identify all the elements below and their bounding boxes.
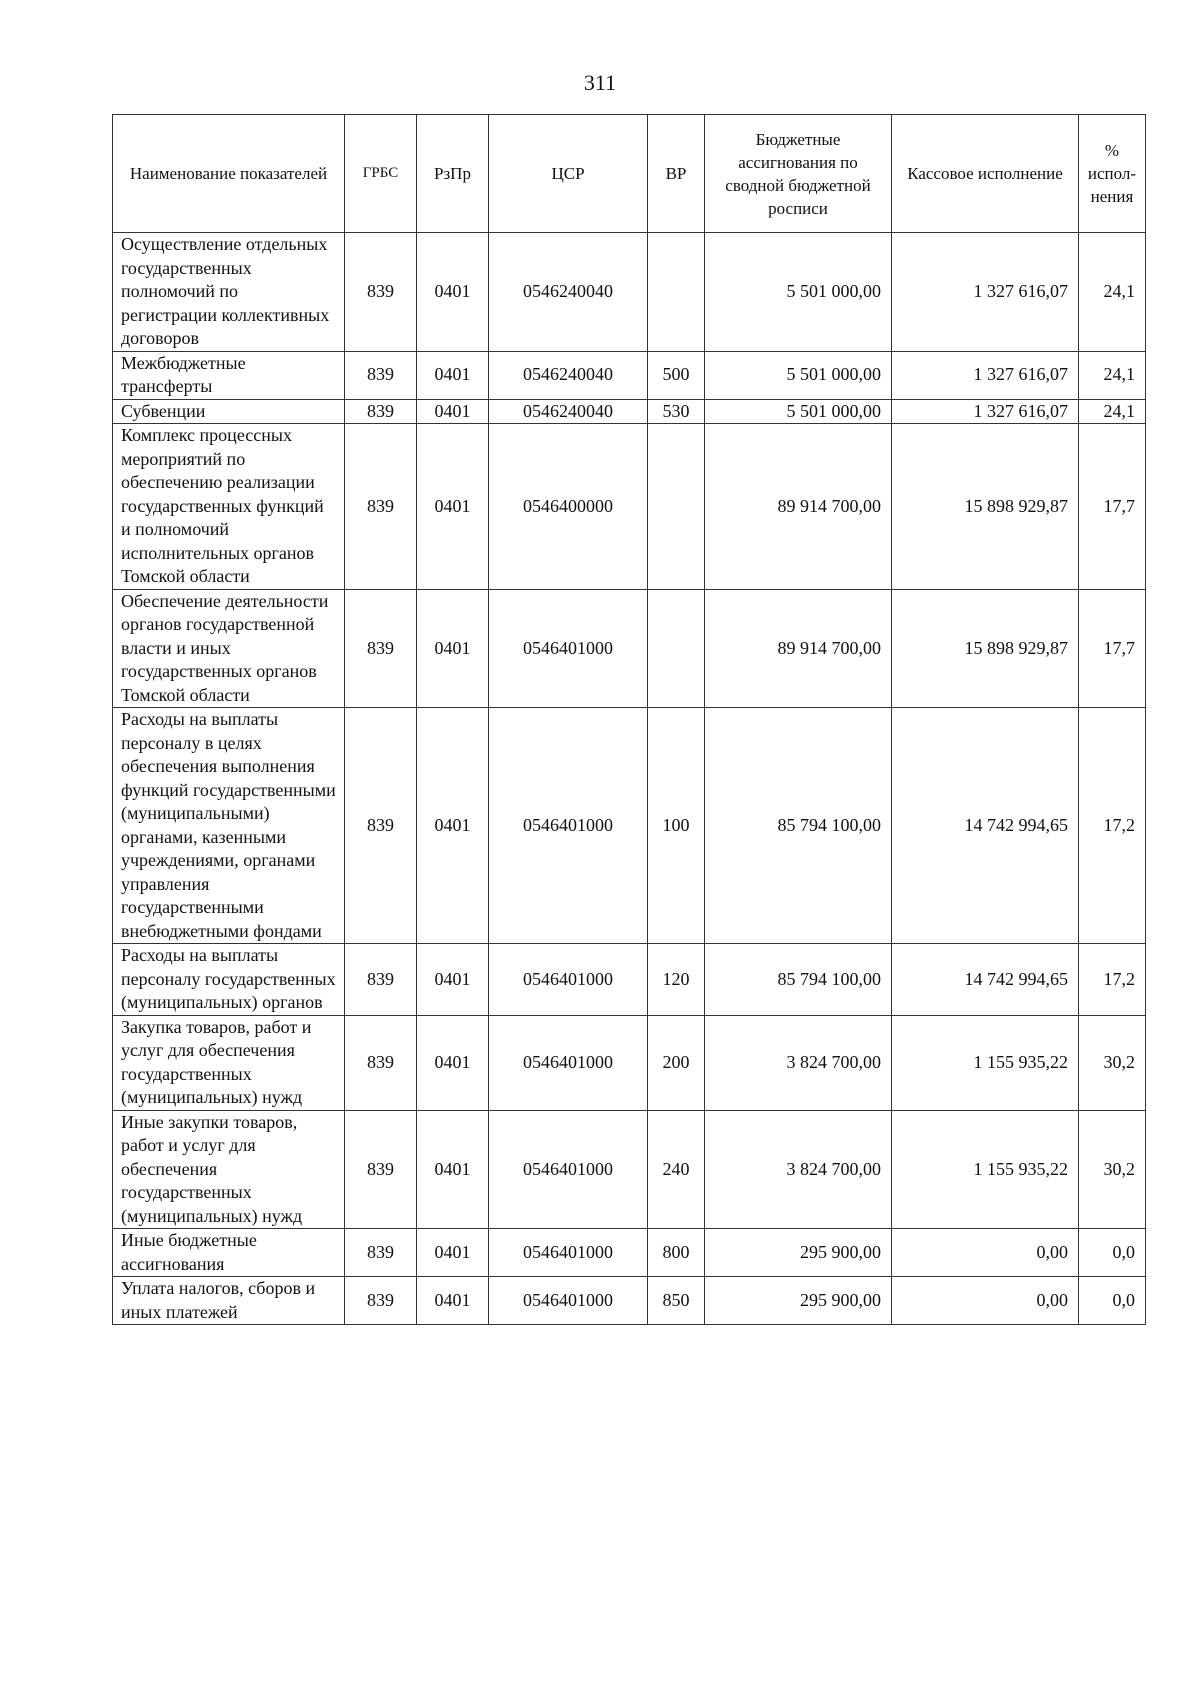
cell-cash: 0,00 bbox=[892, 1277, 1079, 1325]
cell-percent: 24,1 bbox=[1079, 233, 1146, 352]
cell-cash: 15 898 929,87 bbox=[892, 589, 1079, 708]
cell-csr: 0546401000 bbox=[489, 1110, 648, 1229]
cell-cash: 1 327 616,07 bbox=[892, 233, 1079, 352]
cell-name: Комплекс процессных мероприятий по обеспечению реализации государственных функций и полномочий исполнительных органов Томской области bbox=[113, 424, 345, 590]
cell-csr: 0546401000 bbox=[489, 944, 648, 1016]
table-row bbox=[113, 399, 1146, 424]
cell-cash: 1 327 616,07 bbox=[892, 351, 1079, 399]
cell-percent: 30,2 bbox=[1079, 1110, 1146, 1229]
cell-grbs: 839 bbox=[345, 1110, 417, 1229]
cell-name: Расходы на выплаты персоналу в целях обеспечения выполнения функций государственными (муниципальными) органами, казенными учреждениями, органами управления государственными внебюджетными фондами bbox=[113, 708, 345, 944]
cell-csr: 0546240040 bbox=[489, 399, 648, 424]
cell-rzpr: 0401 bbox=[417, 233, 489, 352]
header-row bbox=[113, 115, 1146, 233]
cell-grbs: 839 bbox=[345, 944, 417, 1016]
cell-rzpr: 0401 bbox=[417, 1277, 489, 1325]
header-cash: Кассовое исполнение bbox=[892, 115, 1079, 233]
cell-cash: 0,00 bbox=[892, 1229, 1079, 1277]
cell-grbs: 839 bbox=[345, 1015, 417, 1110]
header-grbs: ГРБС bbox=[345, 115, 417, 233]
header-csr: ЦСР bbox=[489, 115, 648, 233]
cell-rzpr: 0401 bbox=[417, 1229, 489, 1277]
cell-cash: 15 898 929,87 bbox=[892, 424, 1079, 590]
cell-budget: 295 900,00 bbox=[705, 1277, 892, 1325]
cell-vr: 120 bbox=[648, 944, 705, 1016]
cell-rzpr: 0401 bbox=[417, 708, 489, 944]
cell-grbs: 839 bbox=[345, 708, 417, 944]
cell-vr bbox=[648, 589, 705, 708]
table-row bbox=[113, 1110, 1146, 1229]
cell-rzpr: 0401 bbox=[417, 351, 489, 399]
cell-vr bbox=[648, 424, 705, 590]
cell-cash: 1 155 935,22 bbox=[892, 1015, 1079, 1110]
cell-cash: 14 742 994,65 bbox=[892, 708, 1079, 944]
table-row bbox=[113, 1277, 1146, 1325]
cell-vr: 850 bbox=[648, 1277, 705, 1325]
cell-name: Расходы на выплаты персоналу государственных (муниципальных) органов bbox=[113, 944, 345, 1016]
cell-grbs: 839 bbox=[345, 1277, 417, 1325]
page-number: 311 bbox=[583, 70, 617, 95]
cell-csr: 0546401000 bbox=[489, 1277, 648, 1325]
cell-budget: 89 914 700,00 bbox=[705, 589, 892, 708]
cell-rzpr: 0401 bbox=[417, 944, 489, 1016]
cell-budget: 5 501 000,00 bbox=[705, 399, 892, 424]
table-row bbox=[113, 233, 1146, 352]
cell-csr: 0546401000 bbox=[489, 708, 648, 944]
cell-grbs: 839 bbox=[345, 589, 417, 708]
cell-csr: 0546240040 bbox=[489, 351, 648, 399]
cell-csr: 0546400000 bbox=[489, 424, 648, 590]
cell-vr bbox=[648, 233, 705, 352]
cell-name: Закупка товаров, работ и услуг для обеспечения государственных (муниципальных) нужд bbox=[113, 1015, 345, 1110]
cell-percent: 30,2 bbox=[1079, 1015, 1146, 1110]
cell-name: Уплата налогов, сборов и иных платежей bbox=[113, 1277, 345, 1325]
cell-percent: 0,0 bbox=[1079, 1277, 1146, 1325]
cell-name: Межбюджетные трансферты bbox=[113, 351, 345, 399]
table-row bbox=[113, 1229, 1146, 1277]
cell-percent: 17,7 bbox=[1079, 589, 1146, 708]
budget-execution-table bbox=[112, 114, 1146, 1325]
cell-name: Иные закупки товаров, работ и услуг для обеспечения государственных (муниципальных) нужд bbox=[113, 1110, 345, 1229]
cell-csr: 0546240040 bbox=[489, 233, 648, 352]
table-row bbox=[113, 1015, 1146, 1110]
cell-name: Обеспечение деятельности органов государственной власти и иных государственных органов Томской области bbox=[113, 589, 345, 708]
cell-csr: 0546401000 bbox=[489, 589, 648, 708]
cell-vr: 800 bbox=[648, 1229, 705, 1277]
cell-vr: 240 bbox=[648, 1110, 705, 1229]
cell-grbs: 839 bbox=[345, 351, 417, 399]
cell-budget: 3 824 700,00 bbox=[705, 1110, 892, 1229]
cell-cash: 1 327 616,07 bbox=[892, 399, 1079, 424]
cell-vr: 530 bbox=[648, 399, 705, 424]
cell-grbs: 839 bbox=[345, 424, 417, 590]
cell-rzpr: 0401 bbox=[417, 1015, 489, 1110]
cell-budget: 5 501 000,00 bbox=[705, 351, 892, 399]
header-name: Наименование показателей bbox=[113, 115, 345, 233]
table-row bbox=[113, 351, 1146, 399]
header-rzpr: РзПр bbox=[417, 115, 489, 233]
cell-grbs: 839 bbox=[345, 233, 417, 352]
cell-rzpr: 0401 bbox=[417, 1110, 489, 1229]
header-budget: Бюджетные ассигнования по сводной бюджетной росписи bbox=[705, 115, 892, 233]
cell-percent: 0,0 bbox=[1079, 1229, 1146, 1277]
cell-budget: 295 900,00 bbox=[705, 1229, 892, 1277]
cell-percent: 24,1 bbox=[1079, 351, 1146, 399]
cell-name: Иные бюджетные ассигнования bbox=[113, 1229, 345, 1277]
cell-vr: 200 bbox=[648, 1015, 705, 1110]
cell-rzpr: 0401 bbox=[417, 424, 489, 590]
cell-budget: 5 501 000,00 bbox=[705, 233, 892, 352]
cell-vr: 100 bbox=[648, 708, 705, 944]
cell-csr: 0546401000 bbox=[489, 1015, 648, 1110]
header-vr: ВР bbox=[648, 115, 705, 233]
table-row bbox=[113, 589, 1146, 708]
table-row bbox=[113, 424, 1146, 590]
table-row bbox=[113, 708, 1146, 944]
cell-rzpr: 0401 bbox=[417, 589, 489, 708]
cell-budget: 85 794 100,00 bbox=[705, 708, 892, 944]
header-percent: % испол-нения bbox=[1079, 115, 1146, 233]
cell-budget: 3 824 700,00 bbox=[705, 1015, 892, 1110]
cell-vr: 500 bbox=[648, 351, 705, 399]
cell-budget: 89 914 700,00 bbox=[705, 424, 892, 590]
cell-cash: 1 155 935,22 bbox=[892, 1110, 1079, 1229]
cell-percent: 17,2 bbox=[1079, 944, 1146, 1016]
cell-rzpr: 0401 bbox=[417, 399, 489, 424]
cell-grbs: 839 bbox=[345, 1229, 417, 1277]
cell-grbs: 839 bbox=[345, 399, 417, 424]
cell-percent: 24,1 bbox=[1079, 399, 1146, 424]
table-row bbox=[113, 944, 1146, 1016]
cell-csr: 0546401000 bbox=[489, 1229, 648, 1277]
cell-percent: 17,7 bbox=[1079, 424, 1146, 590]
cell-budget: 85 794 100,00 bbox=[705, 944, 892, 1016]
cell-cash: 14 742 994,65 bbox=[892, 944, 1079, 1016]
cell-name: Осуществление отдельных государственных полномочий по регистрации коллективных договоров bbox=[113, 233, 345, 352]
cell-name: Субвенции bbox=[113, 399, 345, 424]
cell-percent: 17,2 bbox=[1079, 708, 1146, 944]
